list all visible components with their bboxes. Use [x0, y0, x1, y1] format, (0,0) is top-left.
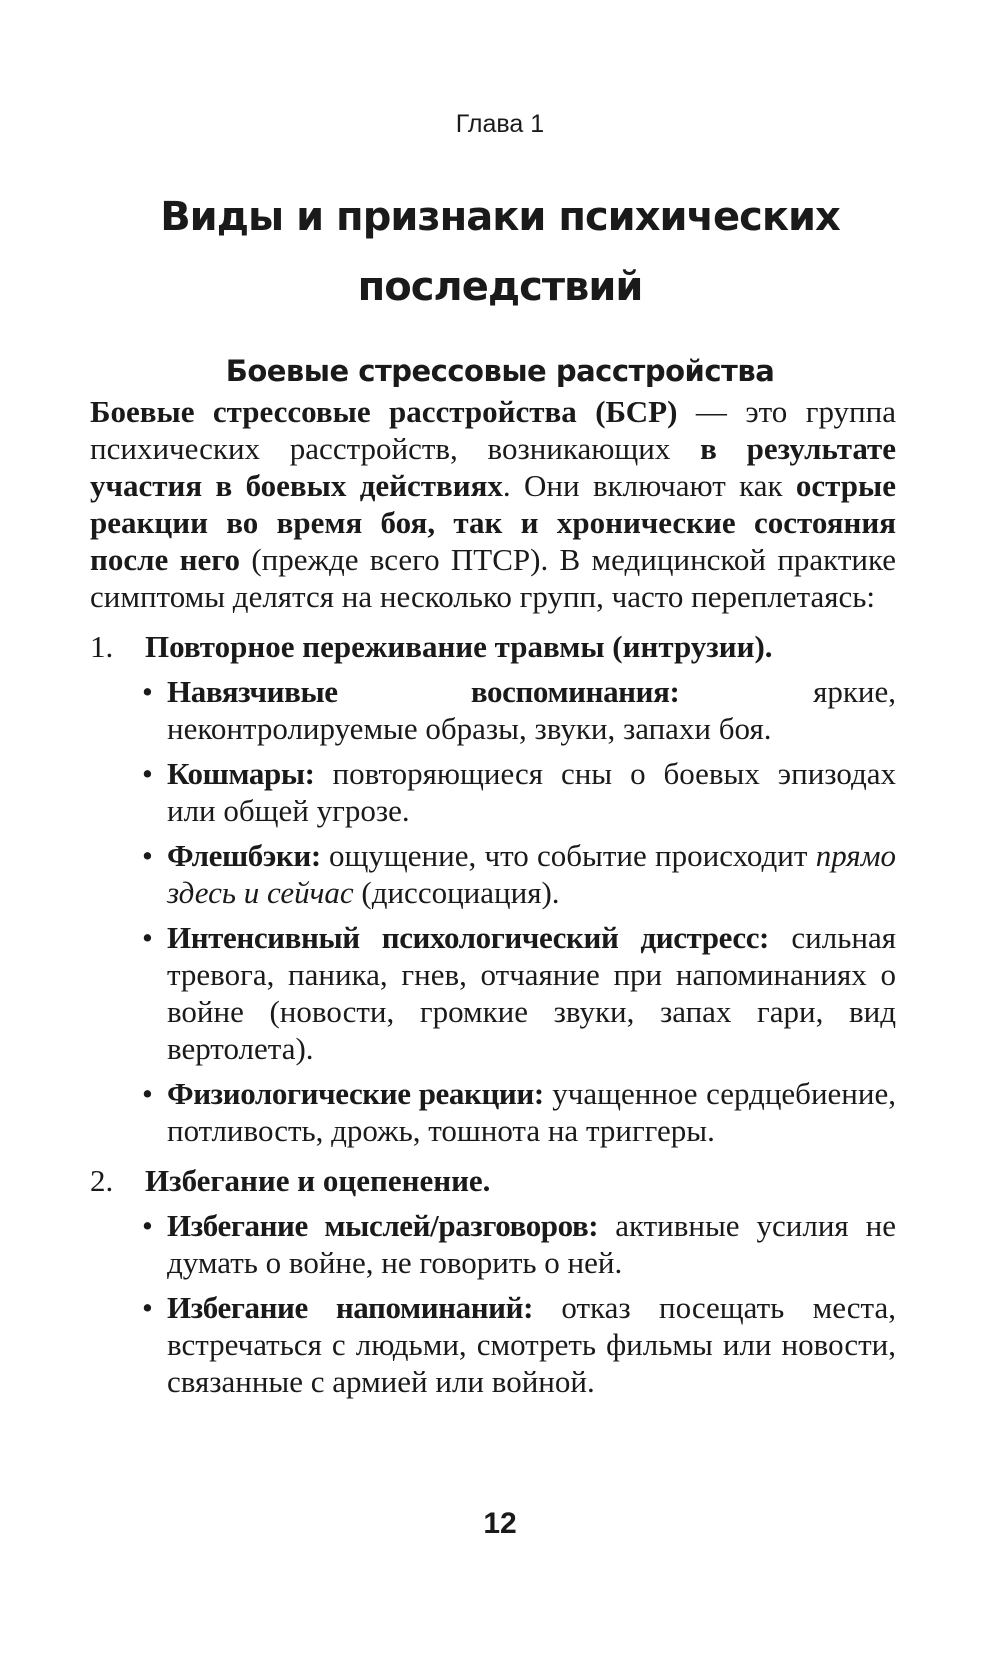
- list-item-title: Избегание напоминаний:: [167, 1290, 534, 1325]
- item-title: Повторное переживание травмы (интрузии).: [145, 629, 773, 664]
- page-title: Виды и признаки психических последствий: [160, 194, 840, 310]
- intro-text-2: . Они включают как: [502, 468, 796, 503]
- bullet-icon: •: [142, 838, 153, 873]
- list-item-text: яркие, неконтролируемые образы, звуки, запахи боя.: [167, 674, 897, 746]
- intro-bold-1: в результате участия в боевых действиях: [90, 431, 897, 503]
- list-item-title: Избегание мыслей/разговоров:: [167, 1208, 599, 1243]
- bullet-icon: •: [142, 1290, 153, 1325]
- intro-paragraph: [90, 393, 896, 615]
- chapter-label: Глава 1: [455, 110, 545, 138]
- item-number: 2.: [90, 1163, 114, 1198]
- section-heading: Боевые стрессовые расстройства: [225, 354, 775, 388]
- list-item-text: сильная тревога, паника, гнев, отчаяние при напоминаниях о войне (новости, громкие звуки, запах гари, вид вертолета).: [167, 920, 896, 1066]
- page-number: 12: [483, 1507, 517, 1540]
- bullet-icon: •: [142, 1208, 153, 1243]
- list-item-text-2: (диссоциация).: [353, 875, 560, 910]
- bullet-icon: •: [142, 1076, 153, 1111]
- list-item-title: Кошмары:: [167, 756, 315, 791]
- list-item: [142, 837, 896, 911]
- bullet-icon: •: [142, 920, 153, 955]
- list-item-text: отказ посещать места, встречаться с людьми, смотреть фильмы или новости, связанные с армией или войной.: [167, 1290, 896, 1399]
- list-item: [142, 755, 896, 829]
- list-item: [142, 1289, 896, 1400]
- intro-term: Боевые стрессовые расстройства (БСР): [90, 394, 678, 429]
- list-item-text: ощущение, что событие происходит: [320, 838, 816, 873]
- intro-text-1: — это группа психических расстройств, возникающих: [90, 394, 896, 466]
- list-item-title: Навязчивые воспоминания:: [167, 674, 680, 709]
- list-item: [142, 919, 896, 1067]
- bullet-icon: •: [142, 674, 153, 709]
- list-item: [142, 1207, 896, 1281]
- list-item-title: Флешбэки:: [167, 838, 321, 873]
- item-title: Избегание и оцепенение.: [145, 1163, 491, 1198]
- list-item: [142, 673, 896, 747]
- list-item-title: Интенсивный психологический дистресс:: [167, 920, 769, 955]
- list-item: [142, 1075, 896, 1149]
- numbered-item: [90, 1162, 896, 1199]
- intro-text-3: (прежде всего ПТСР). В медицинской практике симптомы делятся на несколько групп, часто переплетаясь:: [90, 542, 897, 614]
- list-item-italic: прямо здесь и сейчас: [167, 838, 896, 910]
- body-text: [90, 393, 896, 1400]
- list-item-text: активные усилия не думать о войне, не говорить о ней.: [167, 1208, 897, 1280]
- list-item-title: Физиологические реакции:: [167, 1076, 544, 1111]
- numbered-item: [90, 628, 896, 665]
- item-number: 1.: [90, 629, 114, 664]
- intro-bold-2: острые реакции во время боя, так и хронические состояния после него: [90, 468, 896, 577]
- list-item-text: учащенное сердцебиение, потливость, дрожь, тошнота на триггеры.: [167, 1076, 896, 1148]
- list-item-text: повторяющиеся сны о боевых эпизодах или общей угрозе.: [167, 756, 896, 828]
- bullet-icon: •: [142, 756, 153, 791]
